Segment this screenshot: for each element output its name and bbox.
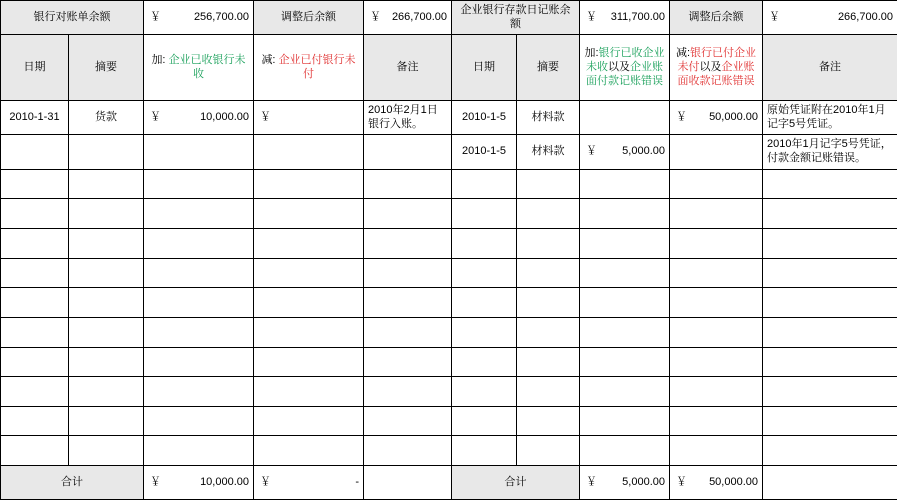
cell-remark-right: [763, 317, 897, 347]
cell-summary-left: [69, 288, 144, 318]
cell-sub-left: [254, 229, 364, 259]
cell-sub-right: [670, 406, 763, 436]
left-adjusted-balance-label: 调整后余额: [254, 1, 364, 35]
cell-sub-right: [670, 229, 763, 259]
cell-add-right: [580, 406, 670, 436]
cell-add-right: ￥ 5,000.00: [580, 135, 670, 169]
cell-sub-right: [670, 317, 763, 347]
cell-sub-right: [670, 288, 763, 318]
table-row: [1, 406, 897, 436]
header-summary-left: 摘要: [69, 35, 144, 101]
cell-add-left: [144, 377, 254, 407]
cell-remark-right: [763, 258, 897, 288]
cell-sub-left: [254, 101, 364, 135]
table-row: [1, 258, 897, 288]
cell-date-right: 2010-1-5: [452, 101, 517, 135]
company-ledger-balance-label: 企业银行存款日记账余额: [452, 1, 580, 35]
cell-summary-left: [69, 406, 144, 436]
cell-remark-right: [763, 229, 897, 259]
right-adjusted-balance-value: ￥ 266,700.00: [763, 1, 897, 35]
cell-remark-right: 2010年1月记字5号凭证，付款金额记账错误。: [763, 135, 897, 169]
cell-remark-left: [364, 347, 452, 377]
cell-date-right: [452, 258, 517, 288]
cell-remark-left: [364, 258, 452, 288]
bank-statement-balance-value: ￥ 256,700.00: [144, 1, 254, 35]
cell-sub-right: [670, 135, 763, 169]
currency-symbol-icon: ￥: [150, 475, 161, 488]
header-date-right: 日期: [452, 35, 517, 101]
cell-add-left: [144, 288, 254, 318]
cell-date-right: [452, 169, 517, 199]
balance-header-row: [1, 1, 897, 35]
cell-summary-left: [69, 135, 144, 169]
right-adjusted-balance-label: 调整后余额: [670, 1, 763, 35]
bank-statement-balance-label: 银行对账单余额: [1, 1, 144, 35]
currency-symbol-icon: ￥: [586, 145, 597, 158]
cell-remark-right: [763, 199, 897, 229]
cell-remark-right: [763, 347, 897, 377]
total-remark-left: [364, 466, 452, 500]
cell-sub-right: [670, 258, 763, 288]
cell-sub-left: [254, 288, 364, 318]
cell-add-left: [144, 317, 254, 347]
total-row: [1, 466, 897, 500]
header-right-sub: 减:银行已付企业未付以及企业账面收款记账错误: [670, 35, 763, 101]
cell-remark-left: [364, 436, 452, 466]
total-sub-left: ￥ -: [254, 466, 364, 500]
total-remark-right: [763, 466, 897, 500]
cell-remark-left: [364, 317, 452, 347]
cell-remark-left: [364, 288, 452, 318]
cell-sub-right: [670, 436, 763, 466]
cell-remark-right: [763, 436, 897, 466]
cell-sub-left: [254, 169, 364, 199]
cell-summary-right: [517, 406, 580, 436]
cell-date-right: [452, 347, 517, 377]
cell-summary-left: [69, 258, 144, 288]
cell-summary-right: [517, 199, 580, 229]
currency-symbol-icon: ￥: [586, 475, 597, 488]
cell-sub-left: [254, 347, 364, 377]
cell-date-left: [1, 169, 69, 199]
cell-sub-left: [254, 436, 364, 466]
cell-sub-left: [254, 135, 364, 169]
cell-summary-left: [69, 436, 144, 466]
cell-summary-right: [517, 436, 580, 466]
cell-add-left: [144, 229, 254, 259]
cell-date-left: [1, 436, 69, 466]
cell-remark-right: [763, 169, 897, 199]
cell-add-right: [580, 199, 670, 229]
cell-add-right: [580, 317, 670, 347]
currency-symbol-icon: ￥: [676, 110, 687, 123]
currency-symbol-icon: ￥: [150, 10, 161, 23]
cell-remark-left: [364, 135, 452, 169]
cell-summary-right: [517, 258, 580, 288]
cell-add-right: [580, 288, 670, 318]
cell-add-left: [144, 199, 254, 229]
currency-symbol-icon: ￥: [676, 475, 687, 488]
cell-remark-left: 2010年2月1日银行入账。: [364, 101, 452, 135]
cell-date-right: [452, 199, 517, 229]
cell-summary-left: [69, 199, 144, 229]
cell-summary-right: [517, 288, 580, 318]
cell-remark-right: [763, 406, 897, 436]
currency-symbol-icon: ￥: [260, 475, 271, 488]
cell-sub-left: [254, 377, 364, 407]
cell-add-left: [144, 436, 254, 466]
cell-date-right: 2010-1-5: [452, 135, 517, 169]
cell-add-right: [580, 258, 670, 288]
cell-summary-right: 材料款: [517, 135, 580, 169]
cell-summary-left: [69, 169, 144, 199]
cell-summary-left: [69, 317, 144, 347]
total-sub-right: ￥ 50,000.00: [670, 466, 763, 500]
table-row: [1, 229, 897, 259]
cell-summary-left: 货款: [69, 101, 144, 135]
currency-symbol-icon: ￥: [586, 10, 597, 23]
company-ledger-balance-value: ￥ 311,700.00: [580, 1, 670, 35]
table-row: [1, 169, 897, 199]
cell-add-left: ￥ 10,000.00: [144, 101, 254, 135]
cell-add-right: [580, 436, 670, 466]
header-right-add: 加:银行已收企业未收以及企业账面付款记账错误: [580, 35, 670, 101]
cell-add-right: [580, 347, 670, 377]
table-row: [1, 436, 897, 466]
cell-remark-left: [364, 406, 452, 436]
table-row: [1, 288, 897, 318]
cell-sub-left: [254, 199, 364, 229]
cell-summary-right: 材料款: [517, 101, 580, 135]
cell-sub-left: [254, 406, 364, 436]
cell-add-left: [144, 347, 254, 377]
cell-add-left: [144, 258, 254, 288]
cell-summary-right: [517, 377, 580, 407]
cell-date-right: [452, 288, 517, 318]
header-left-add: 加: 企业已收银行未收: [144, 35, 254, 101]
cell-add-left: [144, 135, 254, 169]
table-row: [1, 347, 897, 377]
table-row: [1, 199, 897, 229]
cell-add-right: [580, 101, 670, 135]
cell-sub-left: [254, 258, 364, 288]
cell-summary-left: [69, 377, 144, 407]
total-add-left: ￥ 10,000.00: [144, 466, 254, 500]
table-row: [1, 317, 897, 347]
cell-remark-right: 原始凭证附在2010年1月记字5号凭证。: [763, 101, 897, 135]
cell-date-left: 2010-1-31: [1, 101, 69, 135]
cell-summary-left: [69, 347, 144, 377]
cell-sub-right: ￥ 50,000.00: [670, 101, 763, 135]
cell-date-right: [452, 229, 517, 259]
cell-date-left: [1, 135, 69, 169]
cell-sub-right: [670, 199, 763, 229]
cell-date-right: [452, 317, 517, 347]
header-remark-left: 备注: [364, 35, 452, 101]
left-adjusted-balance-value: ￥ 266,700.00: [364, 1, 452, 35]
cell-sub-right: [670, 347, 763, 377]
cell-date-left: [1, 317, 69, 347]
total-add-right: ￥ 5,000.00: [580, 466, 670, 500]
cell-date-left: [1, 288, 69, 318]
cell-add-left: [144, 406, 254, 436]
cell-date-left: [1, 229, 69, 259]
table-row: [1, 101, 897, 135]
currency-symbol-icon: ￥: [769, 10, 780, 23]
cell-date-left: [1, 347, 69, 377]
cell-remark-right: [763, 288, 897, 318]
cell-summary-left: [69, 229, 144, 259]
cell-summary-right: [517, 229, 580, 259]
cell-remark-right: [763, 377, 897, 407]
currency-symbol-icon: ￥: [150, 110, 161, 123]
cell-date-left: [1, 377, 69, 407]
total-label-right: 合计: [452, 466, 580, 500]
cell-add-left: [144, 169, 254, 199]
cell-add-right: [580, 169, 670, 199]
cell-sub-right: [670, 377, 763, 407]
currency-symbol-icon: ￥: [370, 10, 381, 23]
cell-sub-right: [670, 169, 763, 199]
currency-symbol-icon: ￥: [260, 110, 271, 123]
table-row: [1, 377, 897, 407]
table-row: [1, 135, 897, 169]
cell-remark-left: [364, 229, 452, 259]
cell-date-left: [1, 258, 69, 288]
cell-date-right: [452, 436, 517, 466]
cell-summary-right: [517, 317, 580, 347]
cell-summary-right: [517, 347, 580, 377]
column-header-row: [1, 35, 897, 101]
cell-date-left: [1, 406, 69, 436]
header-left-sub: 减: 企业已付银行未付: [254, 35, 364, 101]
total-label-left: 合计: [1, 466, 144, 500]
header-remark-right: 备注: [763, 35, 897, 101]
cell-date-right: [452, 377, 517, 407]
cell-add-right: [580, 229, 670, 259]
cell-sub-left: [254, 317, 364, 347]
header-date-left: 日期: [1, 35, 69, 101]
cell-summary-right: [517, 169, 580, 199]
cell-remark-left: [364, 377, 452, 407]
cell-date-left: [1, 199, 69, 229]
header-summary-right: 摘要: [517, 35, 580, 101]
cell-remark-left: [364, 169, 452, 199]
cell-add-right: [580, 377, 670, 407]
cell-remark-left: [364, 199, 452, 229]
cell-date-right: [452, 406, 517, 436]
